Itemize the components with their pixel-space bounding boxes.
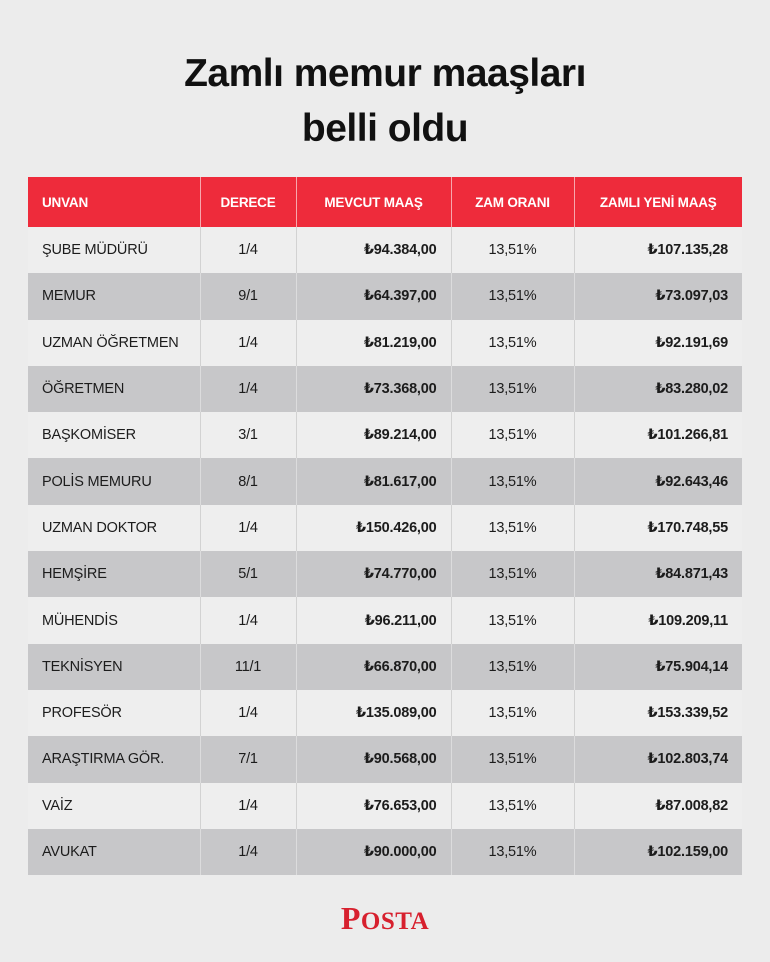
unvan-cell: MEMUR xyxy=(28,273,200,319)
derece-cell: 8/1 xyxy=(200,458,296,504)
table-row xyxy=(28,320,742,366)
table-row xyxy=(28,644,742,690)
mevcut-maas-cell: ₺150.426,00 xyxy=(296,505,451,551)
zamli-yeni-maas-cell: ₺107.135,28 xyxy=(574,227,742,273)
salary-table xyxy=(28,177,742,875)
derece-cell: 1/4 xyxy=(200,597,296,643)
zam-orani-cell: 13,51% xyxy=(451,644,574,690)
mevcut-maas-cell: ₺90.568,00 xyxy=(296,736,451,782)
zam-orani-cell: 13,51% xyxy=(451,551,574,597)
logo-first-letter: P xyxy=(340,900,361,936)
table-row xyxy=(28,783,742,829)
table-row xyxy=(28,366,742,412)
page-title xyxy=(0,46,770,156)
mevcut-maas-cell: ₺135.089,00 xyxy=(296,690,451,736)
derece-cell: 1/4 xyxy=(200,829,296,875)
derece-cell: 1/4 xyxy=(200,227,296,273)
table-row xyxy=(28,690,742,736)
zam-orani-cell: 13,51% xyxy=(451,829,574,875)
zamli-yeni-maas-cell: ₺101.266,81 xyxy=(574,412,742,458)
header-unvan: UNVAN xyxy=(28,177,200,227)
zamli-yeni-maas-cell: ₺92.643,46 xyxy=(574,458,742,504)
zam-orani-cell: 13,51% xyxy=(451,412,574,458)
mevcut-maas-cell: ₺90.000,00 xyxy=(296,829,451,875)
zamli-yeni-maas-cell: ₺87.008,82 xyxy=(574,783,742,829)
table-row xyxy=(28,227,742,273)
table-row xyxy=(28,597,742,643)
mevcut-maas-cell: ₺73.368,00 xyxy=(296,366,451,412)
table-header-row xyxy=(28,177,742,227)
table-row xyxy=(28,551,742,597)
logo-rest: OSTA xyxy=(360,908,430,935)
zamli-yeni-maas-cell: ₺153.339,52 xyxy=(574,690,742,736)
unvan-cell: ÖĞRETMEN xyxy=(28,366,200,412)
header-mevcut-maas: MEVCUT MAAŞ xyxy=(296,177,451,227)
mevcut-maas-cell: ₺94.384,00 xyxy=(296,227,451,273)
table-row xyxy=(28,412,742,458)
unvan-cell: PROFESÖR xyxy=(28,690,200,736)
zam-orani-cell: 13,51% xyxy=(451,505,574,551)
zam-orani-cell: 13,51% xyxy=(451,273,574,319)
posta-logo xyxy=(0,900,770,937)
mevcut-maas-cell: ₺89.214,00 xyxy=(296,412,451,458)
table-row xyxy=(28,736,742,782)
mevcut-maas-cell: ₺66.870,00 xyxy=(296,644,451,690)
header-derece: DERECE xyxy=(200,177,296,227)
zamli-yeni-maas-cell: ₺170.748,55 xyxy=(574,505,742,551)
zam-orani-cell: 13,51% xyxy=(451,597,574,643)
table-row xyxy=(28,458,742,504)
unvan-cell: UZMAN ÖĞRETMEN xyxy=(28,320,200,366)
unvan-cell: BAŞKOMİSER xyxy=(28,412,200,458)
unvan-cell: UZMAN DOKTOR xyxy=(28,505,200,551)
unvan-cell: ŞUBE MÜDÜRÜ xyxy=(28,227,200,273)
derece-cell: 3/1 xyxy=(200,412,296,458)
zamli-yeni-maas-cell: ₺109.209,11 xyxy=(574,597,742,643)
unvan-cell: VAİZ xyxy=(28,783,200,829)
table-body xyxy=(28,227,742,875)
mevcut-maas-cell: ₺74.770,00 xyxy=(296,551,451,597)
zam-orani-cell: 13,51% xyxy=(451,366,574,412)
mevcut-maas-cell: ₺76.653,00 xyxy=(296,783,451,829)
zam-orani-cell: 13,51% xyxy=(451,320,574,366)
zam-orani-cell: 13,51% xyxy=(451,783,574,829)
derece-cell: 9/1 xyxy=(200,273,296,319)
zam-orani-cell: 13,51% xyxy=(451,690,574,736)
title-line-1: Zamlı memur maaşları xyxy=(184,52,586,95)
title-line-2: belli oldu xyxy=(301,107,469,150)
table-row xyxy=(28,505,742,551)
unvan-cell: MÜHENDİS xyxy=(28,597,200,643)
derece-cell: 1/4 xyxy=(200,690,296,736)
unvan-cell: POLİS MEMURU xyxy=(28,458,200,504)
zamli-yeni-maas-cell: ₺83.280,02 xyxy=(574,366,742,412)
derece-cell: 1/4 xyxy=(200,320,296,366)
derece-cell: 1/4 xyxy=(200,366,296,412)
zamli-yeni-maas-cell: ₺92.191,69 xyxy=(574,320,742,366)
derece-cell: 1/4 xyxy=(200,505,296,551)
zamli-yeni-maas-cell: ₺84.871,43 xyxy=(574,551,742,597)
zamli-yeni-maas-cell: ₺102.803,74 xyxy=(574,736,742,782)
mevcut-maas-cell: ₺64.397,00 xyxy=(296,273,451,319)
zam-orani-cell: 13,51% xyxy=(451,458,574,504)
derece-cell: 5/1 xyxy=(200,551,296,597)
derece-cell: 1/4 xyxy=(200,783,296,829)
zam-orani-cell: 13,51% xyxy=(451,227,574,273)
mevcut-maas-cell: ₺81.219,00 xyxy=(296,320,451,366)
zamli-yeni-maas-cell: ₺75.904,14 xyxy=(574,644,742,690)
unvan-cell: TEKNİSYEN xyxy=(28,644,200,690)
unvan-cell: HEMŞİRE xyxy=(28,551,200,597)
derece-cell: 11/1 xyxy=(200,644,296,690)
header-zamli-yeni-maas: ZAMLI YENİ MAAŞ xyxy=(574,177,742,227)
zamli-yeni-maas-cell: ₺73.097,03 xyxy=(574,273,742,319)
table-row xyxy=(28,829,742,875)
derece-cell: 7/1 xyxy=(200,736,296,782)
header-zam-orani: ZAM ORANI xyxy=(451,177,574,227)
unvan-cell: ARAŞTIRMA GÖR. xyxy=(28,736,200,782)
zam-orani-cell: 13,51% xyxy=(451,736,574,782)
mevcut-maas-cell: ₺96.211,00 xyxy=(296,597,451,643)
unvan-cell: AVUKAT xyxy=(28,829,200,875)
table-row xyxy=(28,273,742,319)
mevcut-maas-cell: ₺81.617,00 xyxy=(296,458,451,504)
zamli-yeni-maas-cell: ₺102.159,00 xyxy=(574,829,742,875)
